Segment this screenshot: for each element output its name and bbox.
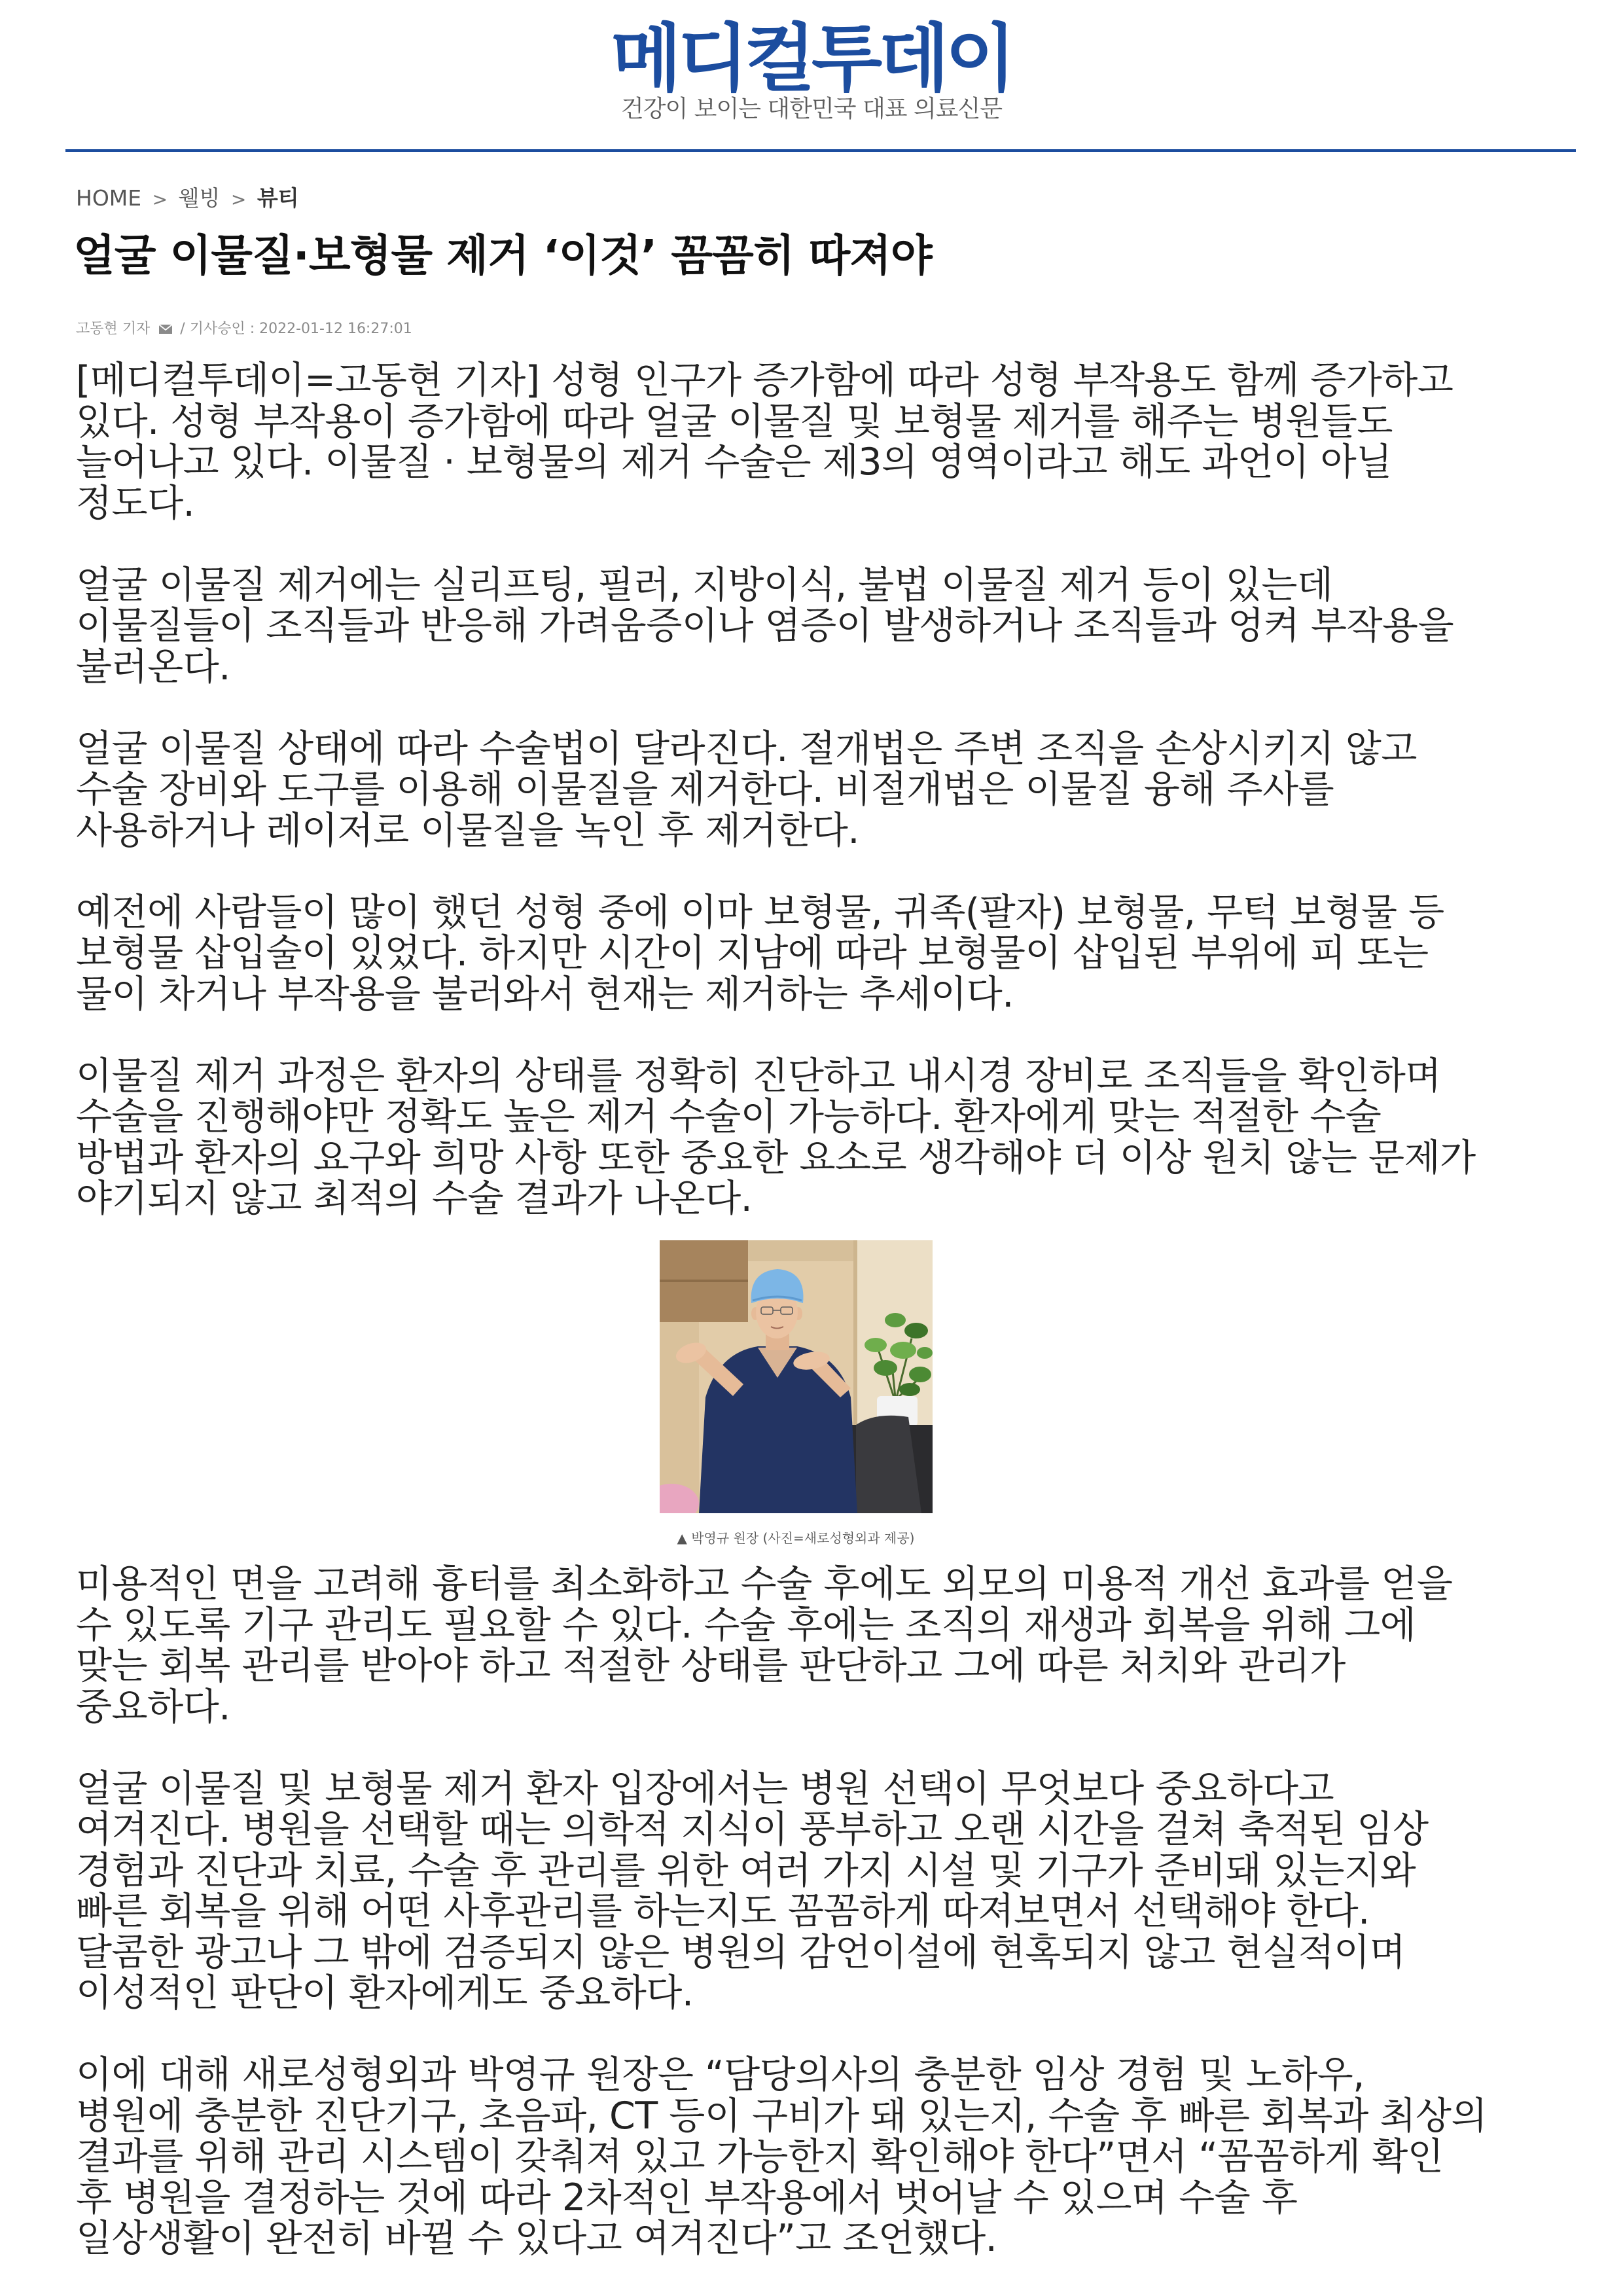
site-tagline: 건강이 보이는 대한민국 대표 의료신문 <box>620 96 1003 122</box>
text-line: 이물질들이 조직들과 반응해 가려움증이나 염증이 발생하거나 조직들과 엉켜 부작용을 <box>76 604 1454 647</box>
header-divider <box>65 149 1576 152</box>
text-line: 결과를 위해 관리 시스템이 갖춰져 있고 가능한지 확인해야 한다”면서 “꼼꼼하게 확인 <box>76 2135 1444 2178</box>
article-byline <box>76 321 412 339</box>
text-line: 방법과 환자의 요구와 희망 사항 또한 중요한 요소로 생각해야 더 이상 원치 않는 문제가 <box>76 1136 1476 1179</box>
text-line: 수 있도록 기구 관리도 필요할 수 있다. 수술 후에는 조직의 재생과 회복을 위해 그에 <box>76 1603 1416 1647</box>
text-line: 보형물 삽입술이 있었다. 하지만 시간이 지남에 따라 보형물이 삽입된 부위에 피 또는 <box>76 931 1429 975</box>
text-line: 수술을 진행해야만 정확도 높은 제거 수술이 가능하다. 환자에게 맞는 적절한 수술 <box>76 1095 1382 1138</box>
text-line: 이에 대해 새로성형외과 박영규 원장은 “담당의사의 충분한 임상 경험 및 노하우, <box>76 2053 1364 2096</box>
text-line: 불러온다. <box>76 645 230 689</box>
article-body-top <box>76 360 1476 1219</box>
text-line: 이물질 제거 과정은 환자의 상태를 정확히 진단하고 내시경 장비로 조직들을 확인하며 <box>76 1054 1441 1098</box>
text-line: 빠른 회복을 위해 어떤 사후관리를 하는지도 꼼꼼하게 따져보면서 선택해야 한다. <box>76 1890 1370 1933</box>
doctor-photo <box>660 1240 933 1513</box>
text-line: 맞는 회복 관리를 받아야 하고 적절한 상태를 판단하고 그에 따른 처치와 관리가 <box>76 1644 1346 1687</box>
text-line: 경험과 진단과 치료, 수술 후 관리를 위한 여러 가지 시설 및 기구가 준비돼 있는지와 <box>76 1848 1416 1892</box>
text-line: 미용적인 면을 고려해 흉터를 최소화하고 수술 후에도 외모의 미용적 개선 효과를 얻을 <box>76 1562 1453 1605</box>
text-line: 이성적인 판단이 환자에게도 중요하다. <box>76 1971 694 2015</box>
paragraph <box>76 892 1476 1015</box>
text-line: 병원에 충분한 진단기구, 초음파, CT 등이 구비가 돼 있는지, 수술 후 빠른 회복과 최상의 <box>76 2094 1488 2138</box>
text-line: 중요하다. <box>76 1685 230 1729</box>
desk-chair <box>849 1416 933 1513</box>
article-title: 얼굴 이물질·보형물 제거 ‘이것’ 꼼꼼히 따져야 <box>73 230 932 281</box>
email-icon[interactable] <box>158 322 173 339</box>
text-line: 사용하거나 레이저로 이물질을 녹인 후 제거한다. <box>76 808 859 852</box>
text-line: 여겨진다. 병원을 선택할 때는 의학적 지식이 풍부하고 오랜 시간을 걸쳐 축적된 임상 <box>76 1808 1429 1851</box>
masthead <box>0 18 1623 100</box>
text-line: 후 병원을 결정하는 것에 따라 2차적인 부작용에서 벗어날 수 있으며 수술 후 <box>76 2176 1298 2219</box>
text-line: 달콤한 광고나 그 밖에 검증되지 않은 병원의 감언이설에 현혹되지 않고 현실적이며 <box>76 1930 1406 1974</box>
paragraph <box>76 360 1476 524</box>
text-line: 정도다. <box>76 481 195 525</box>
author-name: 고동현 기자 <box>76 321 151 337</box>
breadcrumb-separator: > <box>152 188 168 210</box>
approval-time: 기사승인 : 2022-01-12 16:27:01 <box>189 321 412 337</box>
paragraph <box>76 728 1476 852</box>
text-line: 얼굴 이물질 제거에는 실리프팅, 필러, 지방이식, 불법 이물질 제거 등이 있는데 <box>76 563 1333 607</box>
breadcrumb-separator: > <box>230 188 247 210</box>
text-line: [메디컬투데이=고동현 기자] 성형 인구가 증가함에 따라 성형 부작용도 함께 증가하고 <box>76 359 1454 402</box>
paragraph <box>76 1768 1487 2014</box>
photo-caption: ▲ 박영규 원장 (사진=새로성형외과 제공) <box>677 1530 915 1546</box>
text-line: 예전에 사람들이 많이 했던 성형 중에 이마 보형물, 귀족(팔자) 보형물, 무턱 보형물 등 <box>76 890 1444 934</box>
text-line: 물이 차거나 부작용을 불러와서 현재는 제거하는 추세이다. <box>76 972 1014 1016</box>
text-line: 있다. 성형 부작용이 증가함에 따라 얼굴 이물질 및 보형물 제거를 해주는 병원들도 <box>76 399 1393 443</box>
text-line: 일상생활이 완전히 바뀔 수 있다고 여겨진다”고 조언했다. <box>76 2217 997 2260</box>
site-logo[interactable]: 메디컬투데이 <box>611 16 1012 101</box>
paragraph <box>76 1564 1487 1727</box>
breadcrumb-wellbeing-link[interactable]: 웰빙 <box>178 185 221 211</box>
text-line: 수술 장비와 도구를 이용해 이물질을 제거한다. 비절개법은 이물질 융해 주사를 <box>76 768 1334 811</box>
breadcrumb <box>76 185 299 213</box>
paragraph <box>76 1056 1476 1219</box>
text-line: 얼굴 이물질 및 보형물 제거 환자 입장에서는 병원 선택이 무엇보다 중요하다고 <box>76 1767 1334 1810</box>
breadcrumb-beauty-link[interactable]: 뷰티 <box>257 185 299 211</box>
paragraph <box>76 565 1476 688</box>
byline-divider: / <box>180 321 185 337</box>
text-line: 늘어나고 있다. 이물질 · 보형물의 제거 수술은 제3의 영역이라고 해도 과언이 아닐 <box>76 440 1392 484</box>
article-body-bottom <box>76 1564 1487 2259</box>
text-line: 야기되지 않고 최적의 수술 결과가 나온다. <box>76 1177 753 1220</box>
breadcrumb-home-link[interactable]: HOME <box>76 185 142 211</box>
text-line: 얼굴 이물질 상태에 따라 수술법이 달라진다. 절개법은 주변 조직을 손상시키지 않고 <box>76 726 1417 770</box>
paragraph <box>76 2054 1487 2259</box>
